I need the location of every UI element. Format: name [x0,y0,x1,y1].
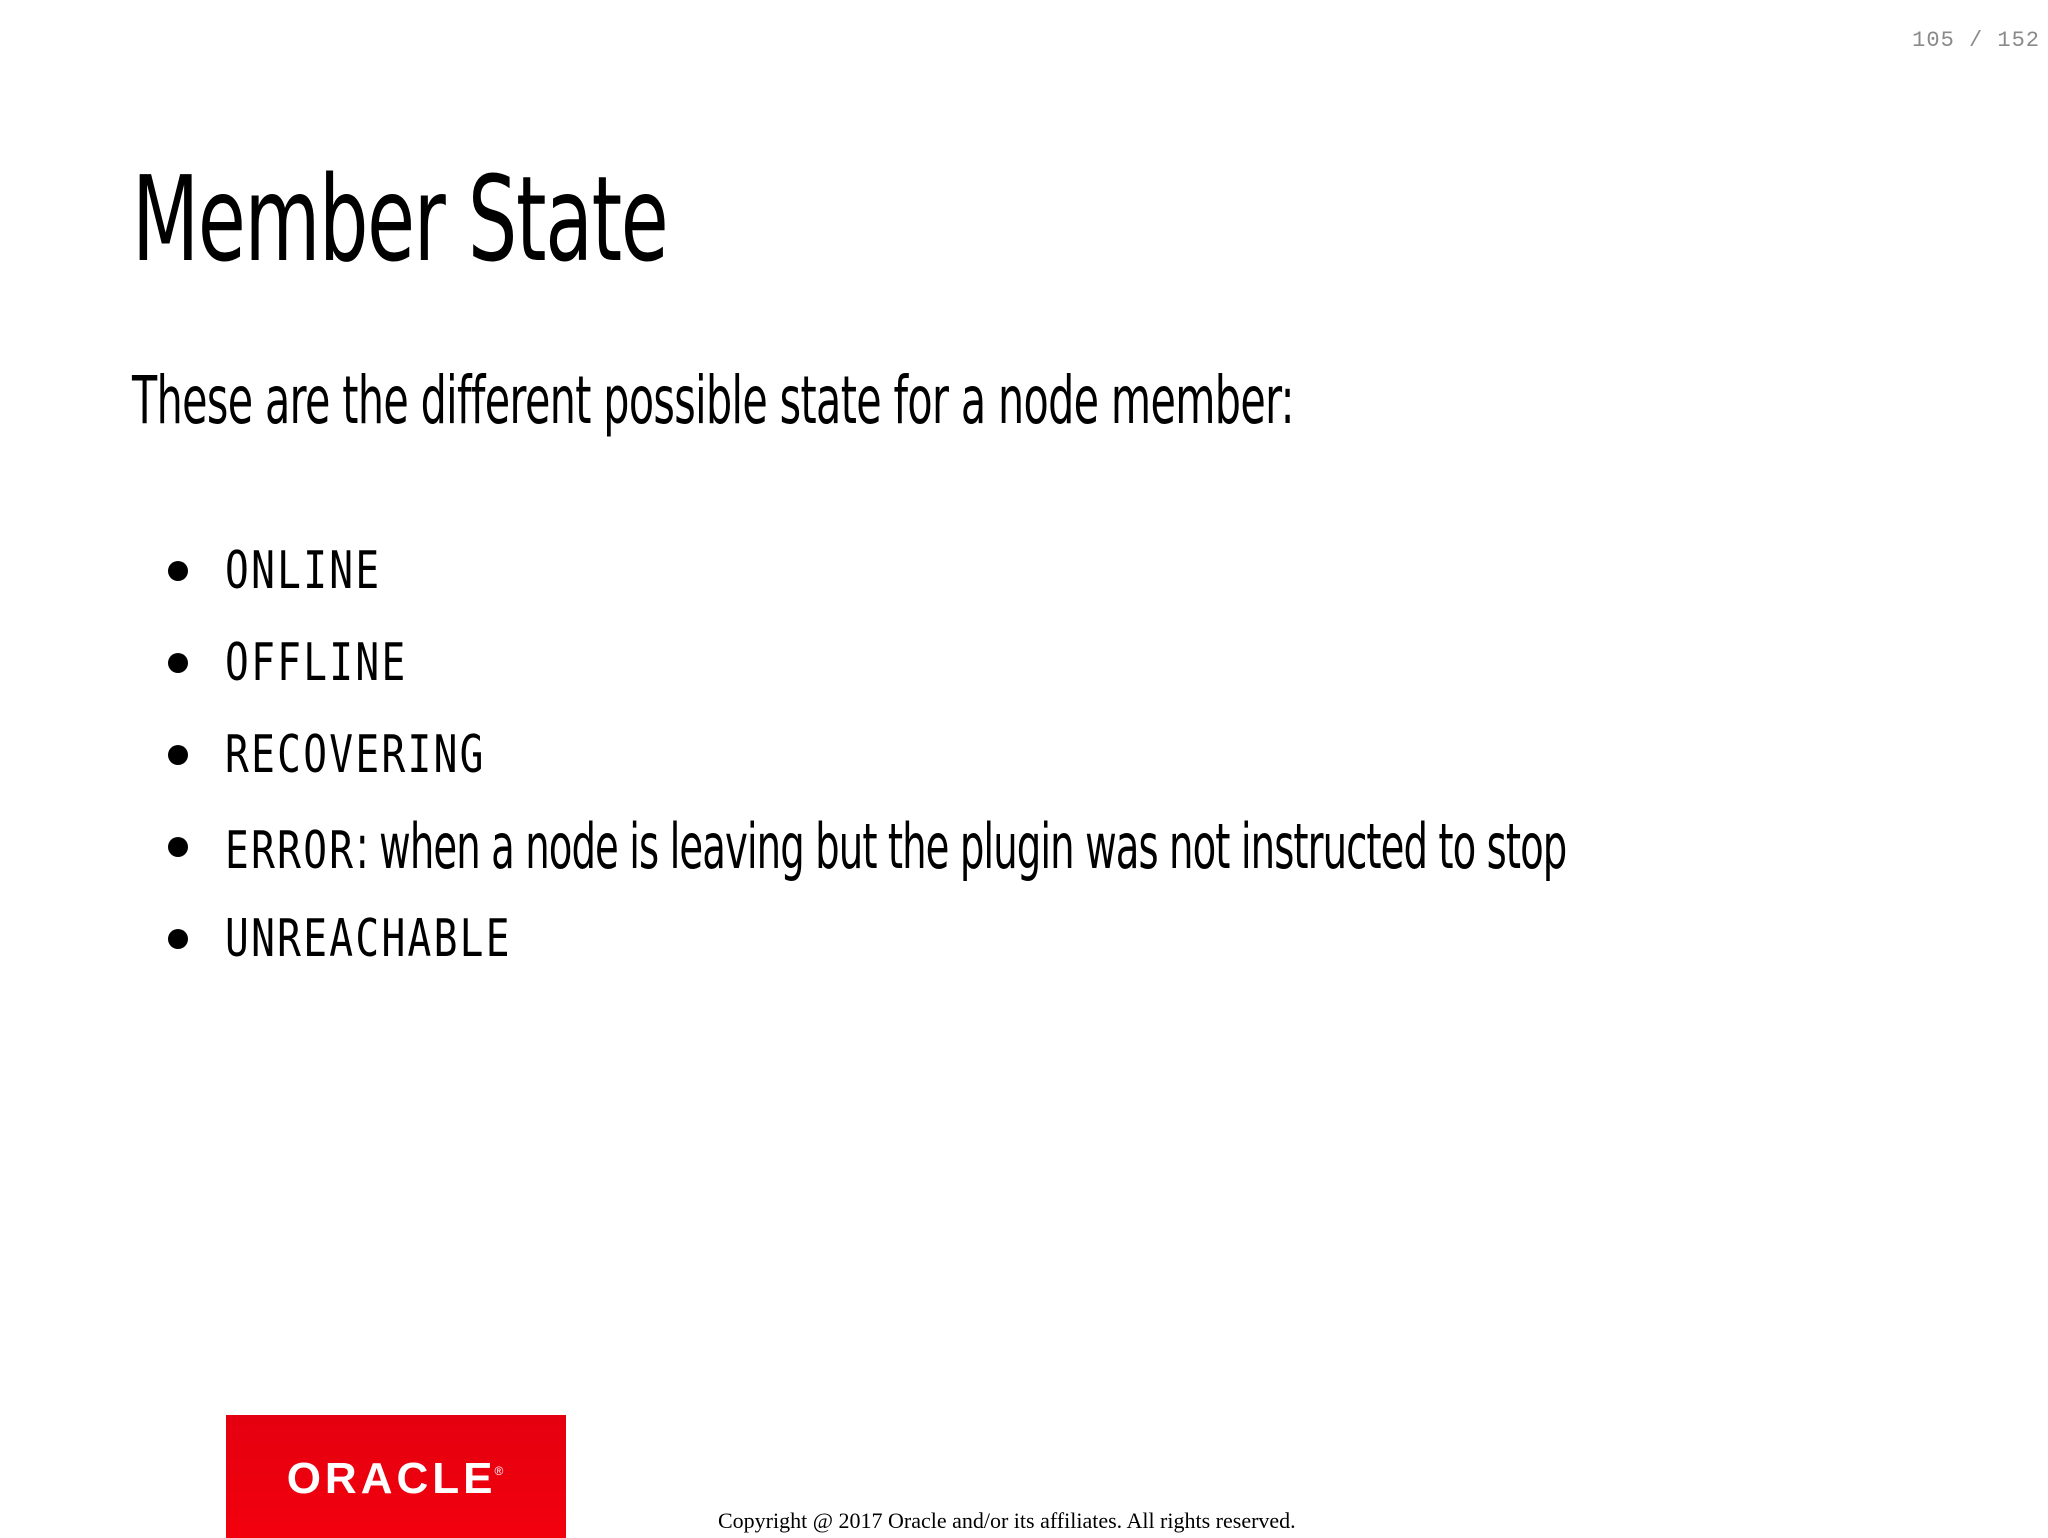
state-description: : when a node is leaving but the plugin was not instructed to stop [355,810,1567,883]
copyright-notice: Copyright @ 2017 Oracle and/or its affiliates. All rights reserved. [718,1508,1296,1533]
state-code: RECOVERING [225,725,486,785]
bullet-icon [168,745,188,765]
oracle-logo-text: ORACLE [286,1453,497,1503]
slide-title: Member State [132,150,668,288]
list-item-offline [168,617,2048,709]
page-counter: 105 / 152 [1912,28,2040,53]
state-code: OFFLINE [225,633,408,693]
member-state-list [168,525,2048,985]
state-code: ERROR [225,821,356,881]
state-code: UNREACHABLE [225,909,512,969]
list-item-recovering [168,709,2048,801]
bullet-icon [168,653,188,673]
list-item-error [168,801,2048,893]
error-line [225,810,1832,883]
bullet-icon [168,929,188,949]
oracle-logo [226,1415,566,1538]
list-item-online [168,525,2048,617]
bullet-icon [168,561,188,581]
list-item-unreachable [168,893,2048,985]
intro-text: These are the different possible state for a node member: [132,362,1294,439]
state-code: ONLINE [225,541,382,601]
bullet-icon [168,837,188,857]
registered-mark-icon: ® [494,1463,504,1478]
